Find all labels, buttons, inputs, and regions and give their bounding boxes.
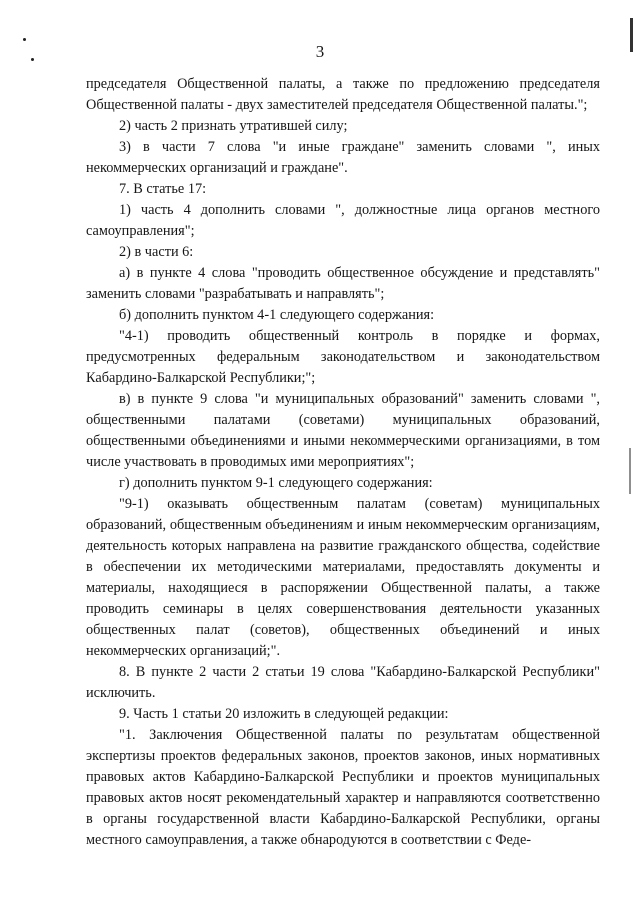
scan-edge-mark-bottom: [629, 448, 631, 494]
paragraph-quote: "1. Заключения Общественной палаты по результатам общественной экспертизы проектов федеральных законов, проектов законов, иных нормативных правовых актов Кабардино-Балкарской Республики и проектов муниципальных правовых актов носят рекомендательный характер и направляются соответственно в органы государственной власти Кабардино-Балкарской Республики, органы местного самоуправления, а также обнародуются в соответствии с Феде-: [86, 727, 600, 848]
paragraph-article-heading: 7. В статье 17:: [119, 181, 207, 197]
document-body: [86, 74, 600, 851]
paragraph: в) в пункте 9 слова "и муниципальных образований" заменить словами ", общественными палатами (советами) муниципальных образований, общественными объединениями и иными некоммерческими организациями, в том числе участвовать в проводимых ими мероприятиях";: [86, 391, 600, 470]
paragraph-quote: "4-1) проводить общественный контроль в порядке и формах, предусмотренных федеральным законодательством и законодательством Кабардино-Балкарской Республики;";: [86, 328, 600, 386]
paragraph: 1) часть 4 дополнить словами ", должностные лица органов местного самоуправления";: [86, 202, 600, 239]
paragraph: 2) часть 2 признать утратившей силу;: [119, 118, 348, 134]
paragraph: 3) в части 7 слова "и иные граждане" заменить словами ", иных некоммерческих организаций и граждане".: [86, 139, 600, 176]
paragraph: а) в пункте 4 слова "проводить общественное обсуждение и представлять" заменить словами "разрабатывать и направлять";: [86, 265, 600, 302]
paragraph: 2) в части 6:: [119, 244, 194, 260]
paragraph-continuation: председателя Общественной палаты, а также по предложению председателя Общественной палаты - двух заместителей председателя Общественной палаты.";: [86, 76, 600, 113]
paragraph-quote: "9-1) оказывать общественным палатам (советам) муниципальных образований, общественным объединениям и иным некоммерческим организациям, деятельность которых направлена на развитие гражданского общества, содействие в обеспечении их методическими материалами, предоставлять документы и материалы, находящиеся в распоряжении Общественной палаты, а также проводить семинары в целях совершенствования деятельности указанных общественных палат (советов), общественных объединений и иных некоммерческих организаций;".: [86, 496, 600, 659]
scan-speck-top: [23, 38, 26, 41]
paragraph: б) дополнить пунктом 4-1 следующего содержания:: [119, 307, 435, 323]
paragraph: г) дополнить пунктом 9-1 следующего содержания:: [119, 475, 433, 491]
paragraph-article-heading: 8. В пункте 2 части 2 статьи 19 слова "Кабардино-Балкарской Республики" исключить.: [86, 664, 600, 701]
paragraph-article-heading: 9. Часть 1 статьи 20 изложить в следующей редакции:: [119, 706, 449, 722]
page-number: 3: [315, 42, 325, 61]
